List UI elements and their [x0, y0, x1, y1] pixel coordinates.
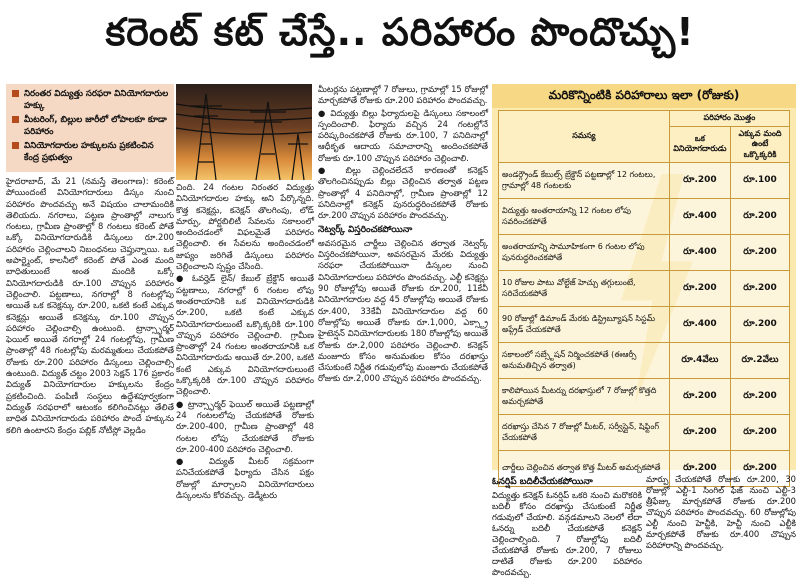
article-paragraph: మీటర్లను పట్టణాల్లో 7 రోజులు, గ్రామాల్లో 15 రోజుల్లో మార్చకపోతే రోజుకు రూ.200 పరిహారం పొందవచ్చు. — [318, 84, 488, 106]
article-bullet: ● విద్యుత్ మీటర్ సక్రమంగా పనిచేయకపోతే ఫిర్యాదు చేసిన పక్షం రోజుల్లో మార్చాలని వినియోగదారులు డిస్కంలను కోరవచ్చు. డెడ్మీటరు — [176, 456, 314, 501]
table-header-total: పరిహారం మొత్తం — [669, 111, 789, 127]
panel-title: మరికొన్నింటికి పరిహారాలు ఇలా (రోజుకు) — [492, 84, 796, 108]
article-bullet: ● ఓవర్హెడ్ లైన్/ కేబుల్ బ్రేక్డౌన్ అయితే పట్టణాలు, నగరాల్లో 6 గంటల లోపు అంతరాయానికి ఒక వినియోగదారుడికి రూ.200, ఒకటి కంటే ఎక్కువ వినియోగదారులుంటే ఒక్కొక్కరికి రూ.100 చొప్పున పరిహారం చెల్లించాలి. గ్రామీణ ప్రాంతాల్లో 24 గంటల అంతరాయానికి ఒక వినియోగదారుడు అయితే రూ.200, ఒకటి కంటే ఎక్కువ వినియోగదారులుంటే ఒక్కొక్కరికి రూ.100 చొప్పున పరిహారం చెల్లించాలి. — [176, 273, 314, 397]
article-paragraph: చింది. 24 గంటల నిరంతర విద్యుత్తు వినియోగదారుల హక్కు అని పేర్కొన్నది. కొత్త కనెక్షన్లు, కనెక్షన్ తొలగింపు, లోడ్ మార్పు, పోర్టబిలిటీ సేవలను సకాలంలో అందించడంలో విఫలమైతే పరిహారం చెల్లించాలి. ఈ సేవలను అందించడంలో జాప్యం జరిగితే డిస్కంలు పరిహారం చెల్లించాలని స్పష్టం చేసింది. — [176, 182, 314, 272]
table-row — [499, 415, 790, 451]
compensation-panel — [492, 84, 796, 474]
article-bullet: ● విద్యుత్తు బిల్లు ఫిర్యాదులపై డిస్కంలు సకాలంలో స్పందించాలి. ఫిర్యాదు వచ్చిన 24 గంటల్లోనే పరిష్కరించకపోతే రోజుకు రూ.100, 7 పనిదినాల్లో ఆధీకృత ఆదాయ సమాచారాన్ని అందించకపోతే రోజుకు రూ.100 చొప్పున పరిహారం చెల్లించాలి. — [318, 107, 488, 163]
bullet-square-icon — [12, 90, 19, 97]
row-single-amount: రూ.200 — [669, 271, 730, 307]
row-single-amount: రూ.4వేలు — [669, 343, 730, 379]
section-subhead: నెట్వర్క్ విస్తరించకపోయినా — [318, 224, 413, 235]
row-multi-amount: రూ.100 — [731, 163, 790, 199]
highlight-item: వినియోగదారుల హక్కులను ప్రకటించిన కేంద్ర ప్రభుత్వం — [12, 140, 170, 164]
row-description: దరఖాస్తు చేసిన 7 రోజుల్లో మీటర్, సర్వీస్లైన్, షిఫ్టింగ్ చేయకపోతే — [499, 415, 670, 451]
article-paragraph: హైదరాబాద్, మే 21 (నమస్తే తెలంగాణ): కరెంట్ పోయిందంటే వినియోగదారులు డిస్కం నుంచి పరిహారం పొందవచ్చు అనే విషయం చాలామందికి తెలియదు. నగరాలు, పట్టణ ప్రాంతాల్లో నాలుగు గంటలు, గ్రామీణ ప్రాంతాల్లో 8 గంటలు కరెంట్ పోతే ఒక్కో వినియోగదారుడికి డిస్కంలు రూ.200 పరిహారం చెల్లించాలని నిబంధనలు చెప్తున్నాయి. ఒక అపార్ట్మెంట్, కాలనీలో కరెంట్ పోతే ఎంత మంది బాధితులుంటే అంత మందికి ఒక్కో వినియోగదారుడికి రూ.100 చొప్పున పరిహారం చెల్లించాలి. పట్టణాలు, నగరాల్లో 8 గంటల్లోపు అయితే ఒక కనెక్షన్కు రూ.200, ఒకటి కంటే ఎక్కువ కనెక్షన్లు అయితే కనెక్షన్కు రూ.100 చొప్పున పరిహారం చెల్లించాల్సి ఉంటుంది. ట్రాన్స్ఫార్మర్ ఫెయిల్ అయితే నగరాల్లో 24 గంటల్లోపు, గ్రామీణ ప్రాంతాల్లో 48 గంటల్లోపు మరమ్మతులు చేయకపోతే రోజుకు రూ.200 పరిహారం డిస్కంలు చెల్లించాల్సి ఉంటుంది. విద్యుత్ చట్టం 2003 సెక్షన్ 176 ప్రకారం విద్యుత్ వినియోగదారుల హక్కులను కేంద్రం ప్రకటించింది. పంపిణీ సంస్థలు ఉద్దేశపూర్వకంగా విద్యుత్ సరఫరాలో ఆటంకం కలిగించినట్లు తేలితే బాధిత వినియోగదారుడు పరిహారం పొందే హక్కును కలిగి ఉంటారని కేంద్రం పబ్లిక్ నోటీస్లో వెల్లడిం — [6, 176, 174, 435]
highlights-box — [6, 84, 174, 172]
table-header-multi: ఎక్కువ మంది ఉంటే ఒక్కొక్కరికి — [731, 126, 790, 163]
row-single-amount: రూ.200 — [669, 415, 730, 451]
row-description: విద్యుత్తు అంతరాయాన్ని 12 గంటల లోపు సవరించకపోతే — [499, 199, 670, 235]
table-row — [499, 235, 790, 271]
article-paragraph: అవసరమైన చార్జీలు చెల్లించిన తర్వాత నెట్వర్క్ విస్తరించకపోయినా, అవసరమైన మేరకు విద్యుత్తు సరఫరా చేయకపోయినా డిస్కంల నుంచి వినియోగదారులు పరిహారం పొందవచ్చు. ఎల్టీ కనెక్షన్లు 90 రోజుల్లోపు అయితే రోజుకు రూ.200, 11కేవీ వినియోగదారుల వద్ద 45 రోజుల్లోపు అయితే రోజుకు రూ.400, 33కేవీ వినియోగదారుల వద్ద 60 రోజుల్లోపు అయితే రోజుకు రూ.1,000, ఎక్స్ట్రా హైటెన్షన్ వినియోగదారులకు 180 రోజుల్లోపు అయితే రోజుకు రూ.2,000 పరిహారం చెల్లించాలి. కనెక్షన్ మంజూరు కోసం అనుమతుల కోసం దరఖాస్తు చేసుకుంటే నిర్ణీత గడువులోపు మంజూరు చేయకపోతే రోజుకు రూ.2,000 చొప్పున పరిహారం పొందవచ్చు. — [318, 237, 489, 384]
transmission-tower-icon — [176, 84, 312, 180]
row-multi-amount: రూ.200 — [731, 379, 790, 415]
column-2 — [176, 182, 314, 530]
bullet-square-icon — [12, 142, 19, 149]
table-row — [499, 343, 790, 379]
table-header-service: సమస్య — [499, 111, 670, 163]
highlight-item: నిరంతర విద్యుత్తు సరఫరా వినియోగదారుల హక్కు — [12, 88, 170, 112]
column-5-bottom — [646, 474, 796, 550]
row-single-amount: రూ.400 — [669, 199, 730, 235]
row-multi-amount: రూ.200 — [731, 415, 790, 451]
column-4-bottom — [492, 474, 642, 577]
row-single-amount: రూ.200 — [669, 379, 730, 415]
row-multi-amount: రూ.200 — [731, 271, 790, 307]
table-row — [499, 271, 790, 307]
row-multi-amount: రూ.200 — [731, 307, 790, 343]
row-description: అండర్గ్రౌండ్ కేబుల్స్ బ్రేక్డౌన్ పట్టణాల్లో 12 గంటలు, గ్రామాల్లో 48 గంటలకు — [499, 163, 670, 199]
column-1 — [6, 176, 174, 530]
row-description: కాలిపోయిన మీటర్ను దరఖాస్తులో 7 రోజుల్లో కొత్తది అమర్చకపోతే — [499, 379, 670, 415]
article-paragraph: మార్పు చేయకపోతే రోజుకు రూ.200, 30 రోజుల్లో ఎల్టీ-1 సింగిల్ ఫేజ్ నుంచి ఎల్టీ-3 త్రీఫేజ్కు మార్చకపోతే రోజుకు రూ.200 చొప్పున పరిహారం పొందవచ్చు. 60 రోజుల్లోపు ఎల్టీ నుంచి హెచ్టీకి, హెచ్టీ నుంచి ఎల్టీకి మార్చకపోతే రోజుకు రూ.400 చొప్పున పరిహారాన్ని పొందవచ్చు. — [646, 474, 796, 550]
highlight-item: మీటరింగ్, బిల్లుల జారీలో లోపాలకూ కూడా పరిహారం — [12, 114, 170, 138]
section-subhead: ఓనర్షిప్ బదిలీచేయకపోయినా — [492, 477, 593, 487]
table-row — [499, 163, 790, 199]
power-lines-photo — [176, 84, 312, 180]
row-multi-amount: రూ.2వేలు — [731, 343, 790, 379]
row-single-amount: రూ.200 — [669, 163, 730, 199]
table-row — [499, 307, 790, 343]
article-paragraph: విద్యుత్తు కనెక్షన్ ఓనర్షిప్ ఒకరి నుంచి మరొకరికి బదిలీ కోసం దరఖాస్తు చేసుకుంటే నిర్ణీత గడువులో చేయాలి. వన్గడమాలని నెలలో లేదా ఓనర్ను బదిలీ చేయకపోతే కనెక్షన్ చెల్లించాల్సింది. 7 రోజుల్లోపు బదిలీ చేయకపోతే రోజుకు రూ.200, 7 రోజులు దాటితే రోజుకు రూ.200 పరిహారం పొందవచ్చు. — [492, 490, 642, 577]
row-description: 10 రోజుల పాటు వోల్టేజ్ హెచ్చు తగ్గులుంటే, సరిచేయకపోతే — [499, 271, 670, 307]
compensation-table — [498, 110, 790, 487]
row-multi-amount: రూ.200 — [731, 451, 790, 487]
article-bullet: ● ట్రాన్స్ఫార్మర్ ఫెయిల్ అయితే పట్టణాల్లో 24 గంటలలోపు చేయకపోతే రోజుకు రూ.200-400, గ్రామీణ ప్రాంతాల్లో 48 గంటల లోపు చేయకపోతే రోజుకు రూ.200-400 పరిహారం చెల్లించాలి. — [176, 398, 314, 454]
headline: కరెంట్ కట్ చేస్తే.. పరిహారం పొందొచ్చు! — [105, 10, 695, 54]
row-single-amount: రూ.400 — [669, 307, 730, 343]
row-multi-amount: రూ.200 — [731, 235, 790, 271]
row-multi-amount: రూ.200 — [731, 199, 790, 235]
row-single-amount: రూ.200 — [669, 451, 730, 487]
row-description: అంతరాయాన్ని సామూహికంగా 6 గంటల లోపు పునరుద్ధరించకపోతే — [499, 235, 670, 271]
row-description: చార్జీలు చెల్లించిన తర్వాత కొత్త మీటర్ అమర్చకపోతే — [499, 451, 670, 487]
table-row — [499, 199, 790, 235]
article-bullet: ● బిల్లు చెల్లించలేదనే కారణంతో కనెక్షన్ తొలగించినప్పుడు బిల్లు చెల్లించిన తర్వాత పట్టణ ప్రాంతాల్లో 4 పనిదినాల్లో, గ్రామీణ ప్రాంతాల్లో 12 పనిదినాల్లో కనెక్షన్ పునరుద్ధరించకపోతే రోజుకు రూ.200 చొప్పున పరిహారం పొందవచ్చు. — [318, 165, 488, 221]
row-single-amount: రూ.400 — [669, 235, 730, 271]
column-3 — [318, 84, 488, 530]
row-description: 90 రోజుల్లో డిమాండ్ మేరకు డిస్ట్రిబ్యూషన్ సిస్టమ్ అప్గ్రేడ్ చేయకపోతే — [499, 307, 670, 343]
table-header-single: ఒక వినియోగదారుడు — [669, 126, 730, 163]
row-description: సకాలంలో సబ్స్టేషన్ నిర్మించకపోతే (ఈఆర్సీ అనుమతిచ్చిన తర్వాత) — [499, 343, 670, 379]
bullet-square-icon — [12, 116, 19, 123]
table-row — [499, 379, 790, 415]
